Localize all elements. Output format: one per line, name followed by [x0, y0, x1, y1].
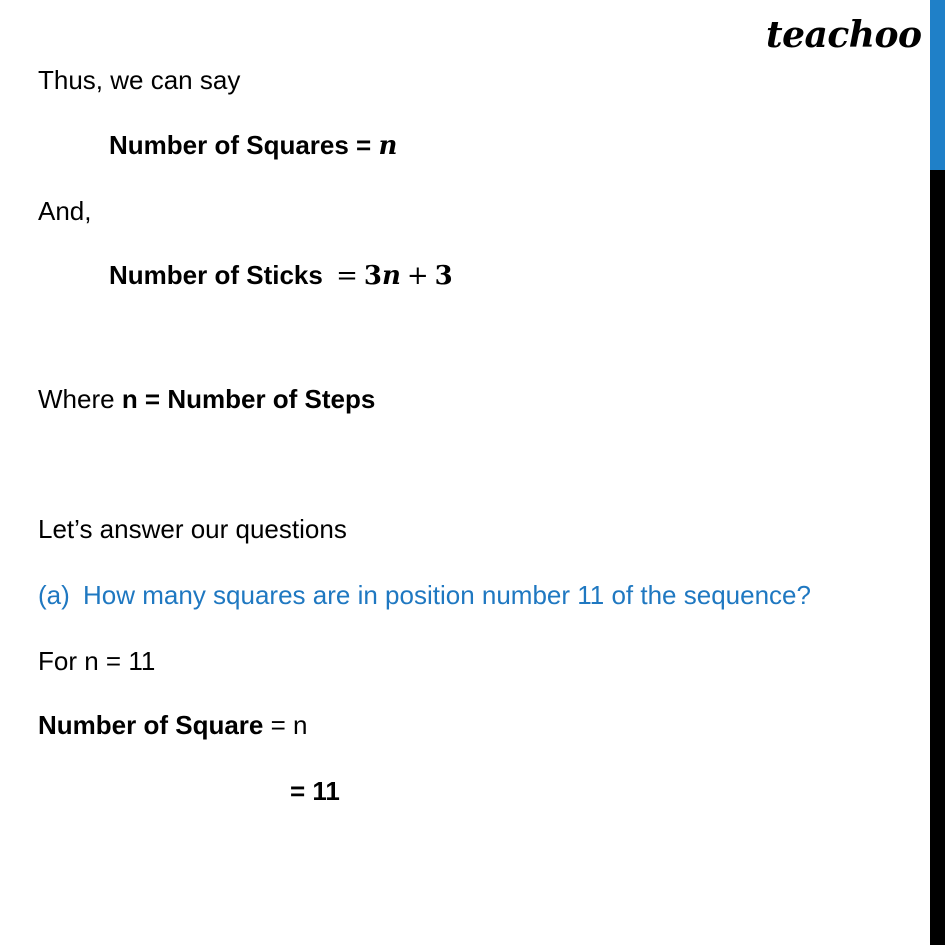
scrollbar-thumb[interactable] [930, 0, 945, 170]
sticks-label: Number of Sticks [109, 260, 331, 290]
square-formula [38, 709, 307, 741]
question-a [38, 579, 811, 611]
lets-answer-text: Let’s answer our questions [38, 514, 347, 544]
teachoo-logo: teachoo [766, 14, 922, 56]
question-text: How many squares are in position number 11 of the sequence? [83, 580, 811, 610]
square-label: Number of Square [38, 710, 264, 740]
answer-value: = 11 [290, 776, 340, 806]
and-text: And, [38, 196, 92, 226]
for-n-text: For n = 11 [38, 646, 156, 676]
square-equation: = n [263, 710, 308, 740]
where-text [38, 383, 375, 415]
squares-formula [109, 129, 397, 162]
sticks-expression: = 3n + 3 [336, 261, 453, 291]
scrollbar[interactable] [930, 0, 945, 945]
squares-variable: n [378, 131, 398, 161]
squares-label: Number of Squares = [109, 130, 379, 160]
where-prefix: Where [38, 384, 122, 414]
where-definition: n = Number of Steps [121, 384, 376, 414]
intro-text: Thus, we can say [38, 65, 241, 95]
question-marker: (a) [38, 580, 70, 610]
sticks-formula [109, 259, 453, 292]
